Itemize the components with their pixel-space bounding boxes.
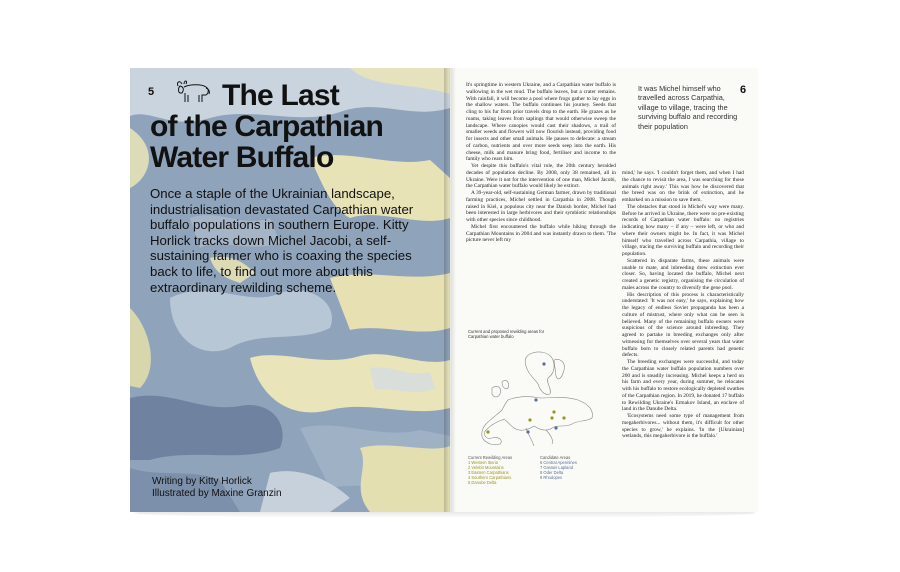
- paragraph: The obstacles that stood in Michel's way were many. Before he arrived in Ukraine, there were no pre-existing records of Carpathian water buffalo: no registries indicating how many – if any – were left, or who and where their owners might be. In fact, it was Michel himself who travelled across Carpathia, village to village, tracing the surviving buffalo and recording their population.: [622, 203, 744, 257]
- legend-item: 7 Greater Lapland: [540, 465, 573, 471]
- legend-item: 4 Southern Carpathians: [468, 475, 512, 481]
- illustrator-credit: Illustrated by Maxine Granzin: [152, 488, 282, 499]
- current-areas-list: [468, 455, 540, 486]
- legend-item: 8 Oder Delta: [540, 470, 564, 476]
- paragraph: 'Ecosystems need some type of management from megaherbivores... without them, it's difficult for other species to grow,' he explains. 'In the [Ukrainian] wetlands, this megaherbivore is the buffalo.': [622, 413, 744, 440]
- page-number-right: 6: [740, 84, 747, 96]
- legend-heading: Current Rewilding Areas: [468, 455, 513, 460]
- legend-item: 5 Danube Delta: [468, 480, 497, 486]
- legend-item: 2 Velebit Mountains: [468, 465, 504, 471]
- left-page: [130, 68, 450, 512]
- writer-credit: Writing by Kitty Horlick: [152, 476, 252, 487]
- page-number-left: 5: [148, 86, 155, 98]
- paragraph: It's springtime in western Ukraine, and a Carpathian water buffalo is wallowing in the wet mud. The buffalo leaves, but a crater remains. With rainfall, it will become a pool where frogs gather to lay eggs in the shallow waters. The buffalo continues his journey. Seeds that cling to his fur from prior travels drop to the earth. He grazes as he roams, taking leaves from saplings that would otherwise sweep the landscape. Where canopies would cast their shadows, a trail of smaller weeds and flowers will now flourish instead, providing food for insects and other small animals. He pauses to defecate: a stream of carbon, nutrients and over more seeds seep into the earth. His cheese, milk and manure bring food, fertiliser and income to the family who rears him.: [466, 82, 616, 163]
- legend-item: 3 Eastern Carpathians: [468, 470, 509, 476]
- legend-item: 1 Western Iberia: [468, 460, 498, 466]
- credits: [152, 476, 282, 500]
- title-line-3: Water Buffalo: [150, 141, 334, 174]
- paragraph: mind,' he says. 'I couldn't forget them, and when I had the chance to revisit the area, I was searching for those animals right away.' This was how he discovered that the breed was on the brink of extinction, and he embarked on a mission to save them.: [622, 170, 744, 203]
- article-title: [150, 80, 440, 173]
- pull-quote: It was Michel himself who travelled across Carpathia, village to village, tracing the surviving buffalo and recording their population: [638, 84, 738, 131]
- paragraph: The breeding exchanges were successful, and today the Carpathian water buffalo population numbers over 200 and is steadily increasing. Michel keeps a herd on his farm and every year, during summer, he relocates with his buffalo to restore ecologically depleted swathes of the Carpathian region. In 2019, he donated 17 buffalo to Rewilding Ukraine's Ermakov Island, an enclave of land in the Danube Delta.: [622, 359, 744, 413]
- paragraph: His description of this process is characteristically understated: 'It was not easy,' he says, explaining how the legacy of endless Soviet propaganda has been a culture of mistrust, where only what can be seen is believed. Many of the remaining buffalo owners were suspicious of the science around inbreeding. They agreed to partake in breeding exchanges only after witnessing for themselves over several years that water buffalo born to closely related parents had genetic defects.: [622, 291, 744, 359]
- page-gutter: [444, 68, 456, 512]
- paragraph: A 39-year-old, self-sustaining German farmer, drawn by traditional farming practices, Michel settled in Carpathia in 2008. Though raised in Kiel, a populous city near the Danish border, Michel had been interested in large herbivores and their symbiotic relationships with other species since childhood.: [466, 190, 616, 223]
- title-line-1: The Last: [222, 79, 339, 112]
- legend-heading: Candidate Areas: [540, 455, 571, 460]
- candidate-areas-list: [540, 455, 612, 480]
- body-column-2: [622, 170, 744, 510]
- map-caption: Current and proposed rewilding areas for Carpathian water buffalo: [468, 329, 545, 340]
- body-column-1: [466, 82, 616, 328]
- europe-map: [468, 348, 608, 453]
- paragraph: Yet despite this buffalo's vital role, the 20th century heralded decades of population decline. By 2008, only 38 remained, all in Ukraine. Were it not for the intervention of one man, Michel Jacobi, the Carpathian water buffalo would likely be extinct.: [466, 163, 616, 190]
- title-line-2: of the Carpathian: [150, 110, 384, 143]
- magazine-spread: [130, 68, 758, 512]
- standfirst: Once a staple of the Ukrainian landscape, industrialisation devastated Carpathian water buffalo populations in southern Europe. Kitty Horlick tracks down Michel Jacobi, a self-sustaining farmer who is coaxing the species back to life, to find out more about this extraordinary rewilding scheme.: [150, 186, 414, 295]
- paragraph: Scattered in disparate farms, these animals were unable to mate, and inbreeding drew extinction ever closer. So, having located the buffalo, Michel next created a genetic registry, organising the circulation of males across the country to diversify the gene pool.: [622, 257, 744, 291]
- legend-item: 9 Rhodopes: [540, 475, 563, 481]
- legend-item: 6 Central Apennines: [540, 460, 577, 466]
- paragraph: Michel first encountered the buffalo while hiking through the Carpathian Mountains in 2004 and was instantly drawn to them. 'The picture never left my: [466, 223, 616, 244]
- right-page: [450, 68, 758, 512]
